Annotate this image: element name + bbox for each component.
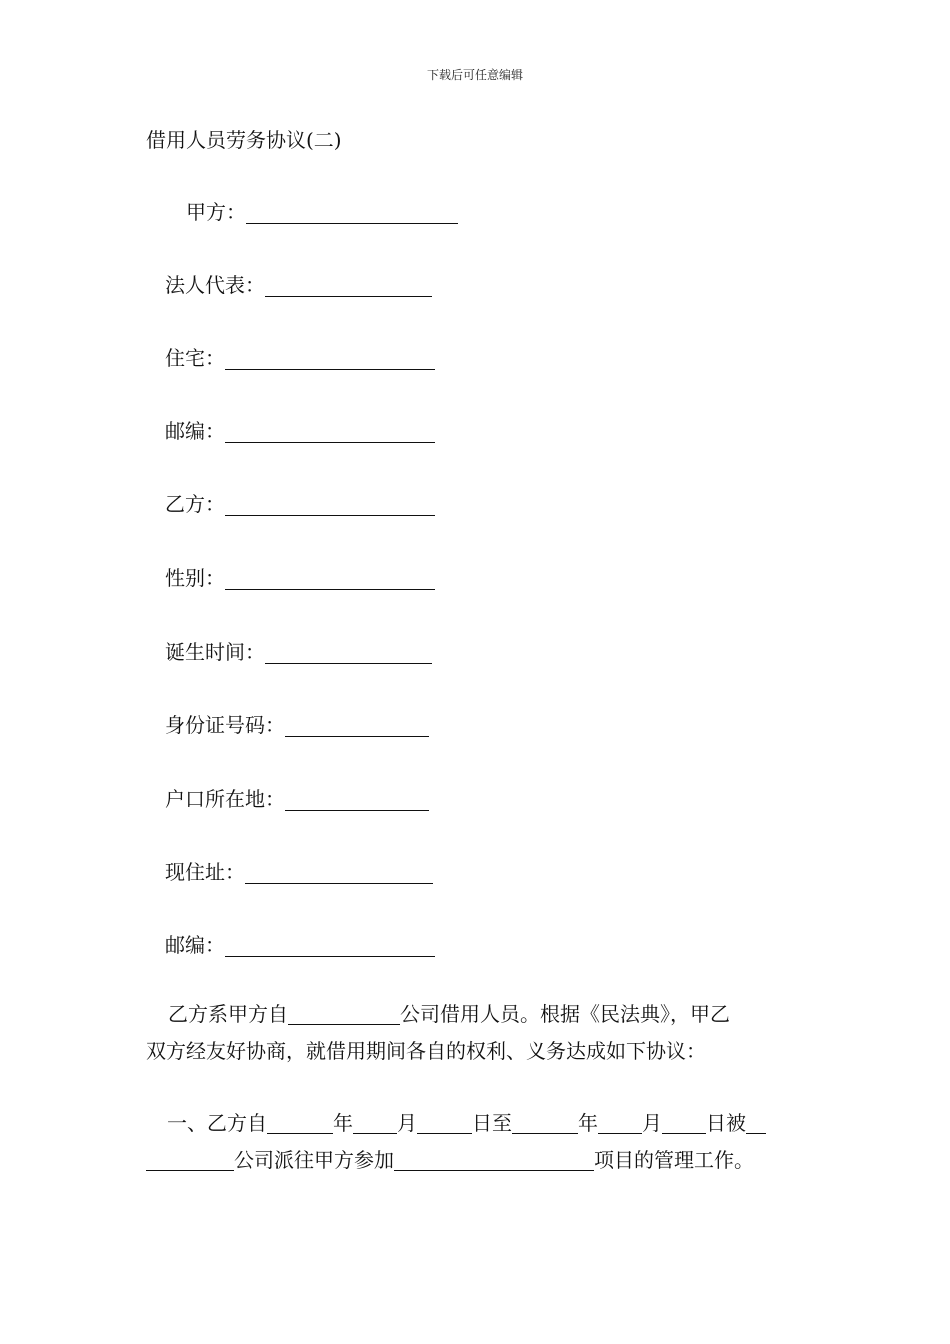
clause-1-line-2 [146, 1142, 806, 1179]
clause-1-line2-part1: 公司派往甲方参加 [234, 1148, 394, 1172]
clause-1-line2-part2: 项目的管理工作。 [594, 1148, 754, 1172]
field-current-address [165, 856, 433, 885]
field-legal-rep-blank [265, 276, 432, 297]
intro-line-2 [146, 1033, 806, 1070]
clause-1-line-1 [146, 1105, 806, 1142]
field-id-number-label: 身份证号码： [165, 713, 285, 737]
field-postcode-a [165, 415, 435, 444]
intro-line2-text: 双方经友好协商，就借用期间各自的权利、义务达成如下协议： [146, 1039, 706, 1063]
field-residence-blank [225, 349, 435, 370]
field-gender-label: 性别： [165, 566, 225, 590]
field-current-address-label: 现住址： [165, 860, 245, 884]
clause-1-month2: 月 [642, 1111, 662, 1135]
clause-1-year2: 年 [578, 1111, 598, 1135]
field-postcode-b-blank [225, 936, 435, 957]
clause-1-day2: 日被 [706, 1111, 746, 1135]
field-party-b-label: 乙方： [165, 492, 225, 516]
field-id-number [165, 709, 429, 738]
field-postcode-a-blank [225, 422, 435, 443]
clause-1-prefix: 一、乙方自 [167, 1111, 267, 1135]
field-hukou [165, 783, 429, 812]
clause-1-company-blank-end [146, 1150, 234, 1171]
intro-part1: 乙方系甲方自 [168, 1002, 288, 1026]
field-birth-time-label: 诞生时间： [165, 640, 265, 664]
field-party-a-blank [246, 203, 458, 224]
field-party-b [165, 488, 435, 517]
clause-1-day2-blank [662, 1113, 706, 1134]
field-legal-rep [165, 269, 432, 298]
field-postcode-b [165, 929, 435, 958]
field-birth-time [165, 636, 432, 665]
intro-paragraph [146, 996, 806, 1070]
clause-1-day1-blank [417, 1113, 472, 1134]
field-hukou-label: 户口所在地： [165, 787, 285, 811]
clause-1-project-blank [394, 1150, 594, 1171]
field-residence [165, 342, 435, 371]
clause-1-year2-blank [512, 1113, 578, 1134]
clause-1-company-blank-start [746, 1113, 766, 1134]
intro-part2: 公司借用人员。根据《民法典》，甲乙 [400, 1002, 730, 1026]
field-gender [165, 562, 435, 591]
intro-company-blank [288, 1004, 400, 1025]
clause-1 [146, 1105, 806, 1179]
field-gender-blank [225, 569, 435, 590]
document-title: 借用人员劳务协议(二) [146, 128, 342, 152]
field-party-a [186, 196, 458, 225]
field-residence-label: 住宅： [165, 346, 225, 370]
header-note: 下载后可任意编辑 [426, 68, 523, 82]
field-party-a-label: 甲方： [186, 200, 246, 224]
field-current-address-blank [245, 863, 433, 884]
field-postcode-b-label: 邮编： [165, 933, 225, 957]
field-legal-rep-label: 法人代表： [165, 273, 265, 297]
field-postcode-a-label: 邮编： [165, 419, 225, 443]
field-birth-time-blank [265, 643, 432, 664]
field-party-b-blank [225, 495, 435, 516]
clause-1-month1-blank [353, 1113, 397, 1134]
field-id-number-blank [285, 716, 429, 737]
clause-1-day1: 日至 [472, 1111, 512, 1135]
field-hukou-blank [285, 790, 429, 811]
clause-1-month2-blank [598, 1113, 642, 1134]
clause-1-year1: 年 [333, 1111, 353, 1135]
clause-1-month1: 月 [397, 1111, 417, 1135]
intro-line-1 [146, 996, 806, 1033]
clause-1-year1-blank [267, 1113, 333, 1134]
